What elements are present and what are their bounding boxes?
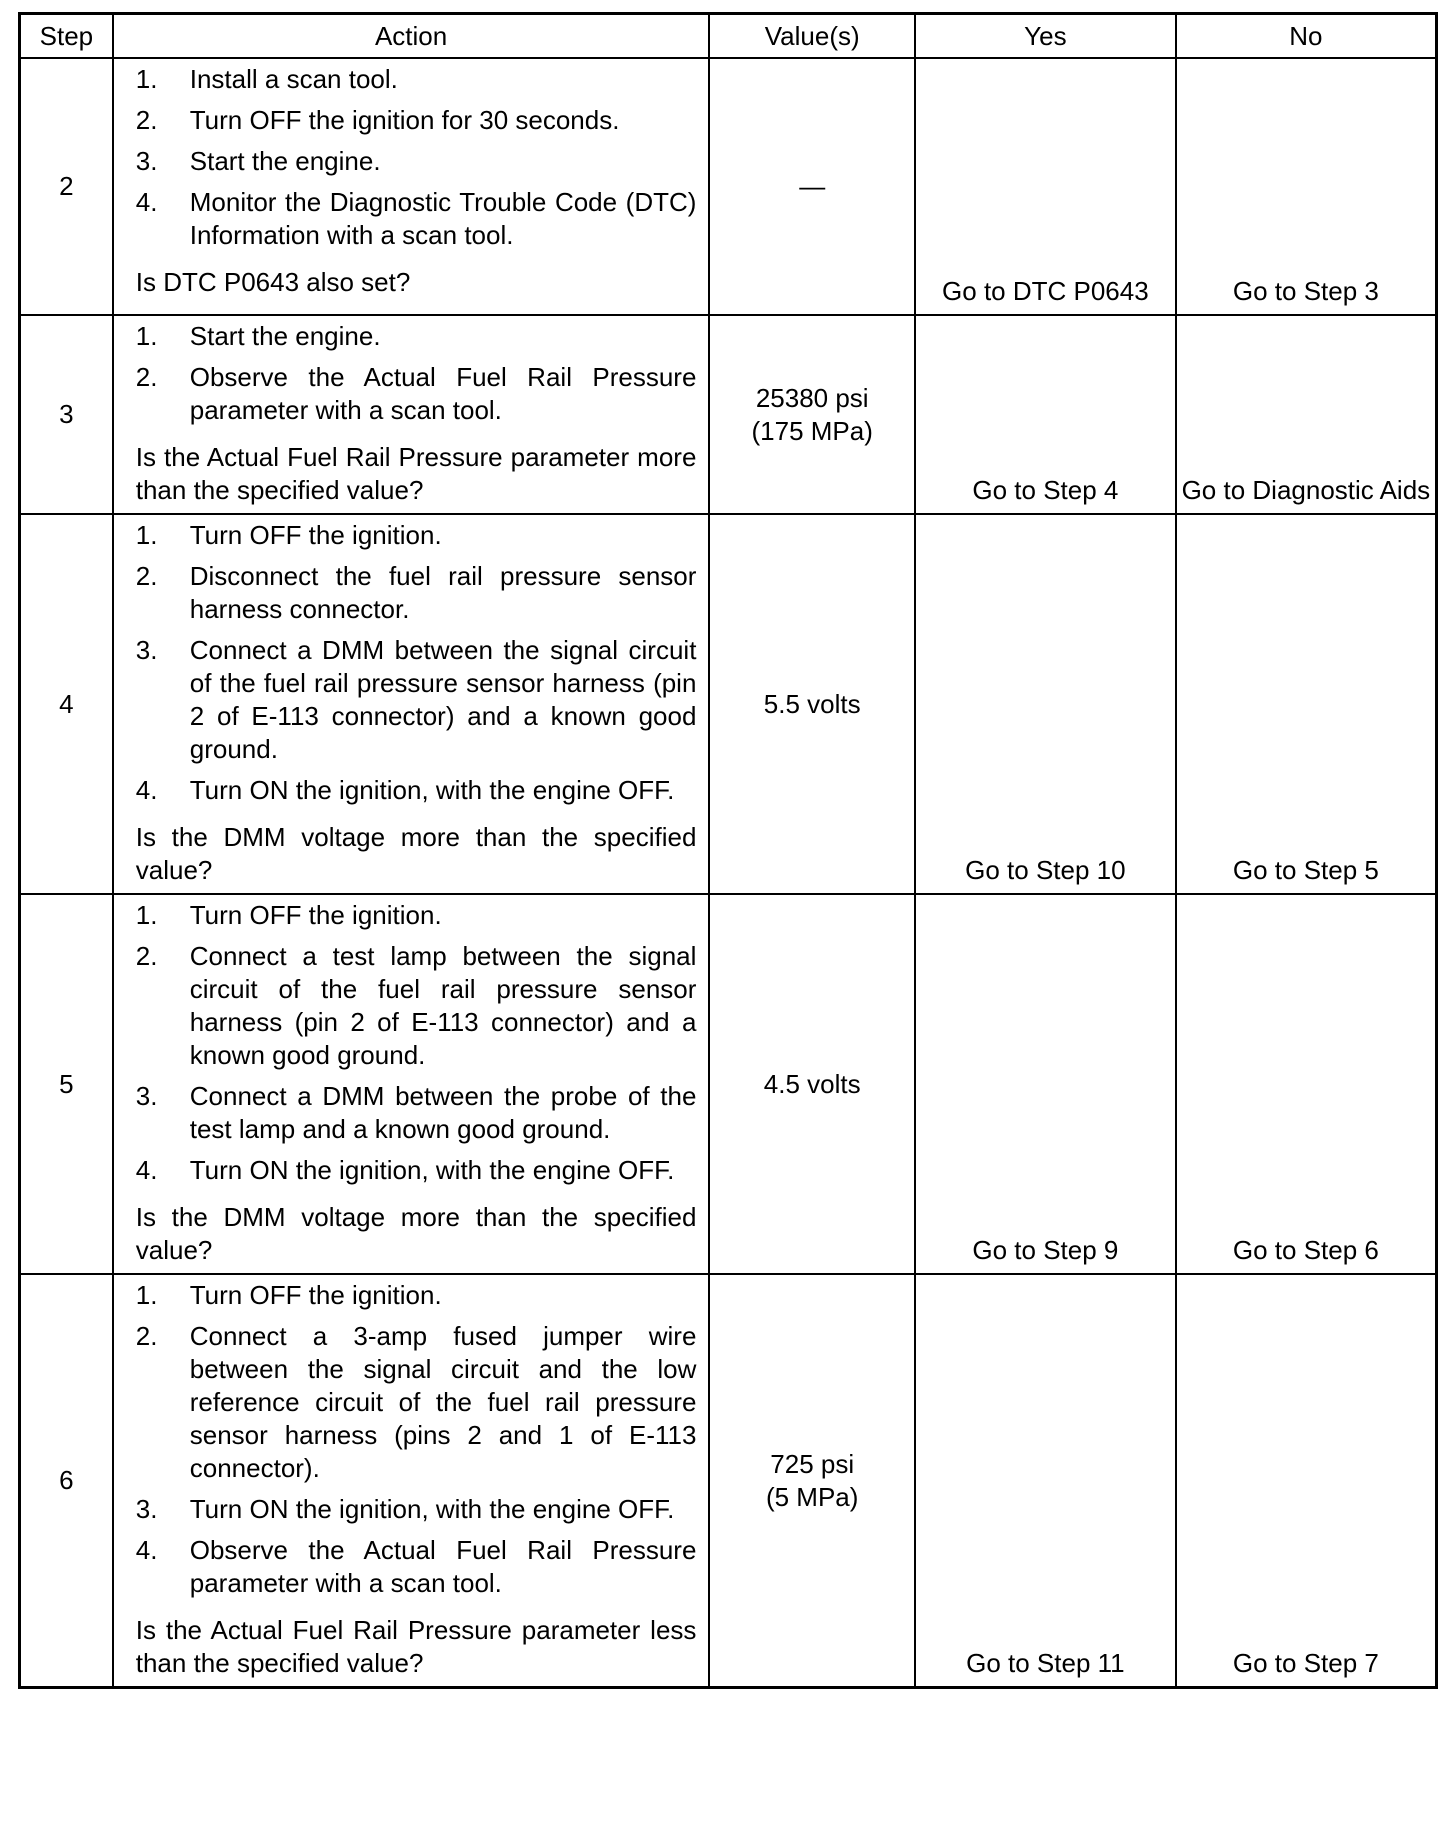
instruction-number: 2. — [135, 941, 158, 971]
instruction-item — [136, 320, 697, 353]
value-primary: — — [799, 171, 826, 201]
action-cell — [113, 1274, 710, 1688]
value-primary: 4.5 volts — [763, 1068, 861, 1099]
table-row — [20, 58, 1437, 315]
instruction-item — [136, 940, 697, 1072]
instruction-text: Turn OFF the ignition. — [189, 1280, 442, 1310]
instruction-item — [136, 104, 697, 137]
header-yes: Yes — [915, 14, 1176, 59]
instruction-text: Disconnect the fuel rail pressure sensor harness connector. — [189, 561, 697, 624]
instruction-text: Connect a DMM between the probe of the test lamp and a known good ground. — [189, 1081, 697, 1144]
value-primary: 5.5 volts — [763, 688, 861, 719]
instruction-text: Turn OFF the ignition. — [189, 520, 442, 550]
instruction-text: Turn ON the ignition, with the engine OFF. — [189, 1155, 675, 1185]
yes-result: Go to Step 11 — [915, 1274, 1176, 1688]
header-values: Value(s) — [709, 14, 915, 59]
action-cell — [113, 315, 710, 514]
value-secondary: (5 MPa) — [765, 1481, 859, 1512]
instruction-number: 2. — [135, 1321, 158, 1351]
header-step: Step — [20, 14, 113, 59]
value-cell — [709, 58, 915, 315]
instruction-number: 4. — [135, 775, 158, 805]
no-result: Go to Step 7 — [1176, 1274, 1437, 1688]
instruction-text: Start the engine. — [189, 146, 381, 176]
header-action: Action — [113, 14, 710, 59]
instruction-number: 1. — [135, 321, 158, 351]
table-row — [20, 894, 1437, 1274]
instruction-number: 3. — [135, 1081, 158, 1111]
instruction-item — [136, 774, 697, 807]
question-text: Is the Actual Fuel Rail Pressure parameter less than the specified value? — [135, 1615, 697, 1678]
instruction-number: 2. — [135, 561, 158, 591]
instruction-number: 1. — [135, 900, 158, 930]
value-cell — [709, 894, 915, 1274]
instruction-text: Turn ON the ignition, with the engine OFF. — [189, 775, 675, 805]
question-text: Is the Actual Fuel Rail Pressure parameter more than the specified value? — [135, 442, 697, 505]
instruction-item — [136, 1080, 697, 1146]
value-secondary: (175 MPa) — [751, 415, 873, 446]
instruction-item — [136, 634, 697, 766]
header-no: No — [1176, 14, 1437, 59]
yes-result: Go to DTC P0643 — [915, 58, 1176, 315]
yes-result: Go to Step 9 — [915, 894, 1176, 1274]
value-cell — [709, 1274, 915, 1688]
step-number: 2 — [20, 58, 113, 315]
instruction-text: Turn OFF the ignition. — [189, 900, 442, 930]
instruction-text: Observe the Actual Fuel Rail Pressure parameter with a scan tool. — [189, 362, 697, 425]
step-number: 6 — [20, 1274, 113, 1688]
instruction-number: 1. — [135, 520, 158, 550]
instruction-number: 3. — [135, 635, 158, 665]
instruction-text: Connect a DMM between the signal circuit of the fuel rail pressure sensor harness (pin 2 of E-113 connector) and a known good ground. — [189, 635, 697, 764]
value-cell — [709, 514, 915, 894]
instruction-item — [136, 1493, 697, 1526]
question-text: Is the DMM voltage more than the specified value? — [135, 822, 697, 885]
instruction-item — [136, 186, 697, 252]
instruction-text: Monitor the Diagnostic Trouble Code (DTC) Information with a scan tool. — [189, 187, 697, 250]
instruction-text: Observe the Actual Fuel Rail Pressure parameter with a scan tool. — [189, 1535, 697, 1598]
no-result: Go to Step 6 — [1176, 894, 1437, 1274]
table-row — [20, 514, 1437, 894]
instruction-item — [136, 560, 697, 626]
instruction-item — [136, 1534, 697, 1600]
instruction-number: 2. — [135, 362, 158, 392]
action-cell — [113, 894, 710, 1274]
no-result: Go to Step 3 — [1176, 58, 1437, 315]
question-text: Is the DMM voltage more than the specified value? — [135, 1202, 697, 1265]
value-primary: 25380 psi — [755, 382, 869, 413]
instruction-number: 2. — [135, 105, 158, 135]
instruction-item — [136, 361, 697, 427]
instruction-number: 4. — [135, 1535, 158, 1565]
instruction-text: Start the engine. — [189, 321, 381, 351]
value-primary: 725 psi — [770, 1448, 855, 1479]
no-result: Go to Step 5 — [1176, 514, 1437, 894]
instruction-text: Connect a 3-amp fused jumper wire between the signal circuit and the low reference circuit of the fuel rail pressure sensor harness (pins 2 and 1 of E-113 connector). — [189, 1321, 697, 1483]
instruction-text: Connect a test lamp between the signal circuit of the fuel rail pressure sensor harness (pin 2 of E-113 connector) and a known good ground. — [189, 941, 697, 1070]
instruction-text: Turn ON the ignition, with the engine OFF. — [189, 1494, 675, 1524]
table-row — [20, 315, 1437, 514]
step-number: 4 — [20, 514, 113, 894]
value-cell — [709, 315, 915, 514]
instruction-text: Install a scan tool. — [189, 64, 398, 94]
instruction-number: 3. — [135, 146, 158, 176]
table-body — [20, 58, 1437, 1688]
instruction-item — [136, 1320, 697, 1485]
no-result: Go to Diagnostic Aids — [1176, 315, 1437, 514]
instruction-number: 4. — [135, 187, 158, 217]
instruction-number: 4. — [135, 1155, 158, 1185]
question-text: Is DTC P0643 also set? — [135, 267, 411, 297]
instruction-item — [136, 1154, 697, 1187]
instruction-number: 1. — [135, 64, 158, 94]
yes-result: Go to Step 10 — [915, 514, 1176, 894]
instruction-text: Turn OFF the ignition for 30 seconds. — [189, 105, 620, 135]
action-cell — [113, 514, 710, 894]
instruction-item — [136, 63, 697, 96]
table-row — [20, 1274, 1437, 1688]
header-row — [20, 14, 1437, 59]
step-number: 5 — [20, 894, 113, 1274]
diagnostic-table — [18, 12, 1438, 1689]
instruction-number: 1. — [135, 1280, 158, 1310]
instruction-number: 3. — [135, 1494, 158, 1524]
step-number: 3 — [20, 315, 113, 514]
action-cell — [113, 58, 710, 315]
instruction-item — [136, 1279, 697, 1312]
instruction-item — [136, 519, 697, 552]
yes-result: Go to Step 4 — [915, 315, 1176, 514]
instruction-item — [136, 145, 697, 178]
instruction-item — [136, 899, 697, 932]
